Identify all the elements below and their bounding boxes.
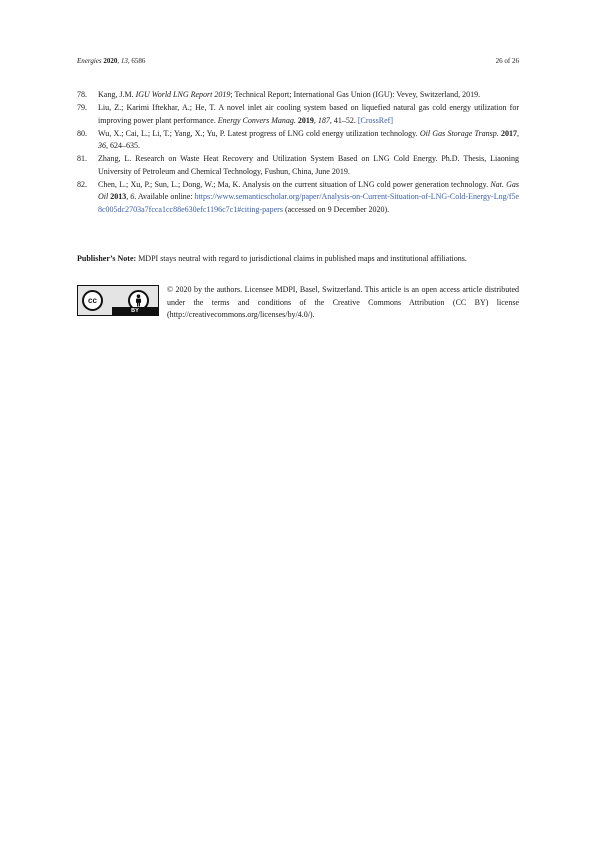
- reference-segment: . Available online:: [134, 192, 195, 201]
- reference-segment: ; Technical Report; International Gas Union (IGU): Vevey, Switzerland, 2019.: [230, 90, 481, 99]
- reference-item: [77, 128, 519, 153]
- reference-segment: Liu, Z.; Karimi Iftekhar, A.; He, T. A novel inlet air cooling system based on liquefied natural gas cold energy utilization for improving power plant performance.: [98, 103, 519, 125]
- reference-number: 78.: [77, 90, 87, 99]
- reference-italic: Energy Convers Manag.: [217, 115, 296, 125]
- reference-segment: Zhang, L. Research on Waste Heat Recovery and Utilization System Based on LNG Cold Energy. Ph.D. Thesis, Liaoning University of Petroleum and Chemical Technology, Fushun, China, June 2019.: [98, 154, 519, 176]
- reference-segment: (accessed on 9 December 2020).: [282, 204, 390, 214]
- reference-number: 79.: [77, 103, 87, 112]
- reference-segment: Chen, L.; Xu, P.; Sun, L.; Dong, W.; Ma, K. Analysis on the current situation of LNG cold power generation technology.: [98, 179, 491, 189]
- references-list: [77, 89, 519, 217]
- reference-item: [77, 179, 519, 217]
- reference-segment: ,: [126, 192, 131, 201]
- journal-year: 2020: [103, 57, 118, 65]
- publisher-note: [77, 254, 519, 265]
- reference-segment: Kang, J.M.: [98, 90, 136, 99]
- reference-italic: 36: [98, 141, 106, 150]
- reference-italic: IGU World LNG Report 2019: [135, 90, 231, 99]
- person-glyph: [133, 294, 144, 307]
- publisher-note-text: MDPI stays neutral with regard to jurisdictional claims in published maps and institutional affiliations.: [136, 254, 467, 263]
- reference-item: [77, 153, 519, 178]
- journal-volume: 13: [120, 57, 128, 65]
- cc-icon: [82, 290, 103, 311]
- by-label: BY: [112, 307, 158, 315]
- reference-text: [98, 179, 519, 217]
- journal-name: Energies: [77, 57, 102, 65]
- running-header: [77, 57, 519, 66]
- publisher-note-label: Publisher’s Note:: [77, 254, 137, 263]
- reference-segment: ,: [313, 115, 318, 125]
- reference-text: [98, 89, 519, 102]
- reference-italic: Nat. Gas Oil: [98, 179, 519, 201]
- reference-segment: , 41–52.: [329, 115, 358, 125]
- reference-italic: 187: [317, 115, 330, 125]
- reference-year: 2017: [501, 128, 518, 138]
- reference-number: 80.: [77, 128, 87, 138]
- reference-item: [77, 89, 519, 102]
- cc-icon-label: cc: [88, 296, 97, 305]
- reference-text: [98, 153, 519, 178]
- cc-by-logo[interactable]: [77, 285, 159, 316]
- license-text: © 2020 by the authors. Licensee MDPI, Basel, Switzerland. This article is an open access article distributed under the terms and conditions of the Creative Commons Attribution (CC BY) license (http://creativecommons.org/licenses/by/4.0/).: [167, 285, 519, 319]
- reference-number: 82.: [77, 179, 87, 189]
- url-link[interactable]: https://www.semanticscholar.org/paper/Analysis-on-Current-Situation-of-LNG-Cold-Energy-Lng/f5e8c005dc2703a7fcca1cc88e630efc1196c7c1#citing-papers: [98, 192, 520, 214]
- journal-citation: Energies 2020, 13, 6586: [77, 57, 146, 65]
- article-number: 6586: [131, 57, 146, 65]
- license-block: [77, 285, 519, 322]
- reference-italic: Oil Gas Storage Transp.: [419, 128, 499, 138]
- reference-number: 81.: [77, 154, 87, 163]
- reference-item: [77, 102, 519, 127]
- reference-year: 2019: [297, 115, 314, 125]
- reference-segment: Wu, X.; Cai, L.; Li, T.; Yang, X.; Yu, P. Latest progress of LNG cold energy utilization technology.: [98, 128, 420, 138]
- reference-year: 2013: [110, 192, 127, 201]
- reference-text: [98, 102, 519, 127]
- reference-segment: , 624–635.: [106, 141, 140, 150]
- reference-italic: 6: [130, 192, 135, 201]
- reference-segment: ,: [517, 128, 520, 138]
- reference-text: [98, 128, 519, 153]
- page-number: 26 of 26: [495, 57, 519, 65]
- crossref-link[interactable]: [CrossRef]: [357, 115, 393, 125]
